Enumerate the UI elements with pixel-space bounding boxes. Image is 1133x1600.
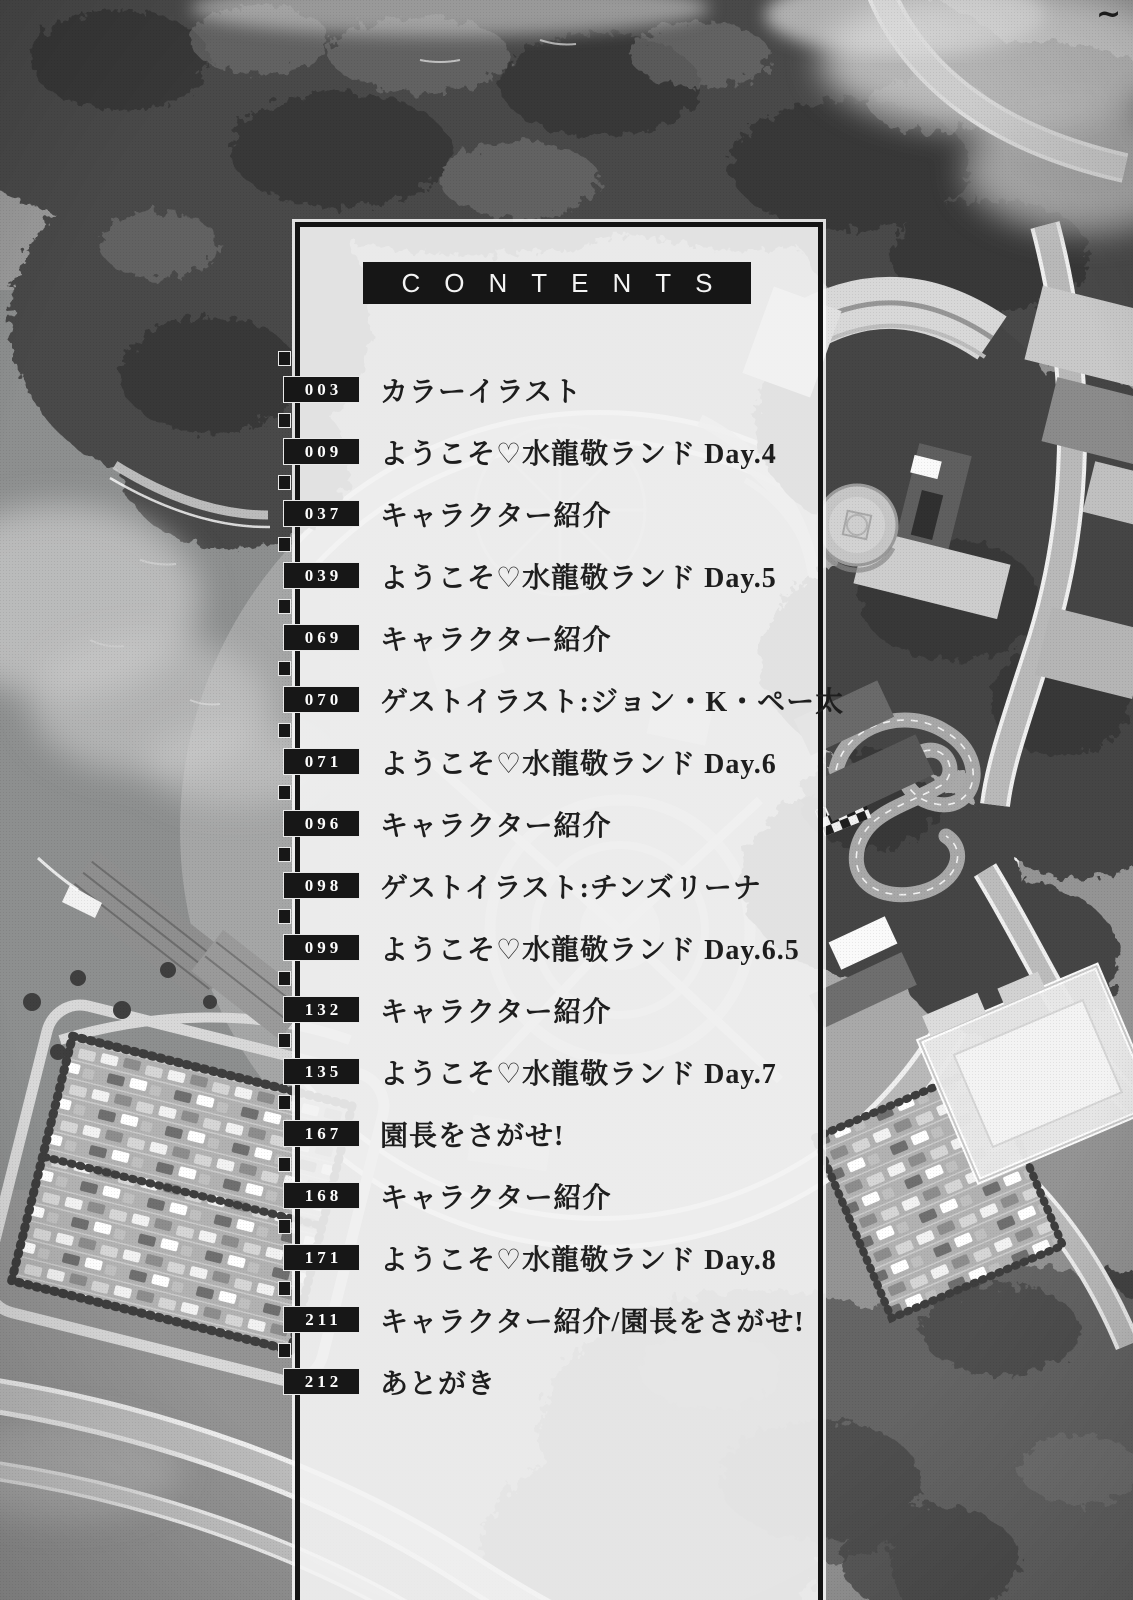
entry-title: ようこそ♡水龍敬ランド Day.8 — [380, 1245, 777, 1276]
entry-title: キャラクター紹介 — [380, 1183, 612, 1214]
connector-tab — [278, 661, 291, 676]
connector-tab — [278, 785, 291, 800]
connector-tab — [278, 351, 291, 366]
connector-tab — [278, 1281, 291, 1296]
connector-tab — [278, 475, 291, 490]
entry-title: キャラクター紹介 — [380, 501, 612, 532]
connector-tab — [278, 413, 291, 428]
toc-entry — [283, 1306, 843, 1368]
entry-title: ゲストイラスト:チンズリーナ — [380, 873, 762, 904]
entry-title: キャラクター紹介/園長をさがせ! — [380, 1307, 805, 1338]
page-number: 071 — [304, 752, 343, 771]
toc-entry — [283, 624, 843, 686]
toc-entry — [283, 996, 843, 1058]
page-number: 037 — [304, 504, 343, 523]
entry-title: 園長をさがせ! — [380, 1121, 565, 1152]
page-number-box — [283, 1306, 360, 1333]
toc-entry — [283, 1058, 843, 1120]
page-number-box — [283, 562, 360, 589]
toc-entry — [283, 1120, 843, 1182]
toc-entry — [283, 1244, 843, 1306]
entry-title: ようこそ♡水龍敬ランド Day.7 — [380, 1059, 777, 1090]
contents-title: CONTENTS — [401, 267, 737, 298]
page-number: 132 — [304, 1000, 343, 1019]
toc-entry — [283, 810, 843, 872]
page-number: 039 — [304, 566, 343, 585]
page-number: 009 — [304, 442, 343, 461]
page-number-box — [283, 1368, 360, 1395]
entry-title: あとがき — [380, 1369, 497, 1400]
page-number-box — [283, 1182, 360, 1209]
page-number: 069 — [304, 628, 343, 647]
page-number: 098 — [304, 876, 343, 895]
toc-entry — [283, 686, 843, 748]
contents-title-bar — [363, 262, 751, 304]
page-number: 099 — [304, 938, 343, 957]
page-number-box — [283, 996, 360, 1023]
entry-title: キャラクター紹介 — [380, 811, 612, 842]
page-number-box — [283, 810, 360, 837]
page-number-box — [283, 376, 360, 403]
page-number-box — [283, 1120, 360, 1147]
toc-entry — [283, 872, 843, 934]
connector-tab — [278, 1219, 291, 1234]
toc-entry — [283, 1368, 843, 1430]
page-number-box — [283, 686, 360, 713]
page-number-box — [283, 624, 360, 651]
page-number-box — [283, 934, 360, 961]
connector-tab — [278, 723, 291, 738]
page-number: 168 — [304, 1186, 343, 1205]
entry-title: ようこそ♡水龍敬ランド Day.5 — [380, 563, 777, 594]
connector-tab — [278, 1157, 291, 1172]
toc-entry — [283, 934, 843, 996]
toc-entry — [283, 1182, 843, 1244]
page-number: 171 — [304, 1248, 343, 1267]
page-number-box — [283, 872, 360, 899]
page-number: 211 — [305, 1310, 342, 1329]
toc-entry — [283, 376, 843, 438]
page-number-box — [283, 1244, 360, 1271]
connector-tab — [278, 537, 291, 552]
connector-tab — [278, 909, 291, 924]
page-number: 167 — [304, 1124, 343, 1143]
page-number: 135 — [304, 1062, 343, 1081]
page-number-box — [283, 500, 360, 527]
toc-entry — [283, 500, 843, 562]
connector-tab — [278, 1095, 291, 1110]
page-number: 212 — [304, 1372, 343, 1391]
page-number-box — [283, 438, 360, 465]
toc-list — [283, 376, 843, 1430]
entry-title: カラーイラスト — [380, 377, 583, 408]
page-number: 003 — [304, 380, 343, 399]
toc-entry — [283, 438, 843, 500]
page-number-box — [283, 1058, 360, 1085]
entry-title: キャラクター紹介 — [380, 625, 612, 656]
connector-tab — [278, 1343, 291, 1358]
connector-tab — [278, 971, 291, 986]
entry-title: ようこそ♡水龍敬ランド Day.6.5 — [380, 935, 800, 966]
page-number-box — [283, 748, 360, 775]
connector-tab — [278, 847, 291, 862]
toc-entry — [283, 562, 843, 624]
connector-tab — [278, 1033, 291, 1048]
page-number: 096 — [304, 814, 343, 833]
page-number: 070 — [304, 690, 343, 709]
tilde-mark: ~ — [1096, 0, 1122, 32]
connector-tab — [278, 599, 291, 614]
entry-title: ようこそ♡水龍敬ランド Day.4 — [380, 439, 777, 470]
toc-entry — [283, 748, 843, 810]
entry-title: ゲストイラスト:ジョン・K・ペー太 — [380, 687, 845, 718]
entry-title: キャラクター紹介 — [380, 997, 612, 1028]
entry-title: ようこそ♡水龍敬ランド Day.6 — [380, 749, 777, 780]
